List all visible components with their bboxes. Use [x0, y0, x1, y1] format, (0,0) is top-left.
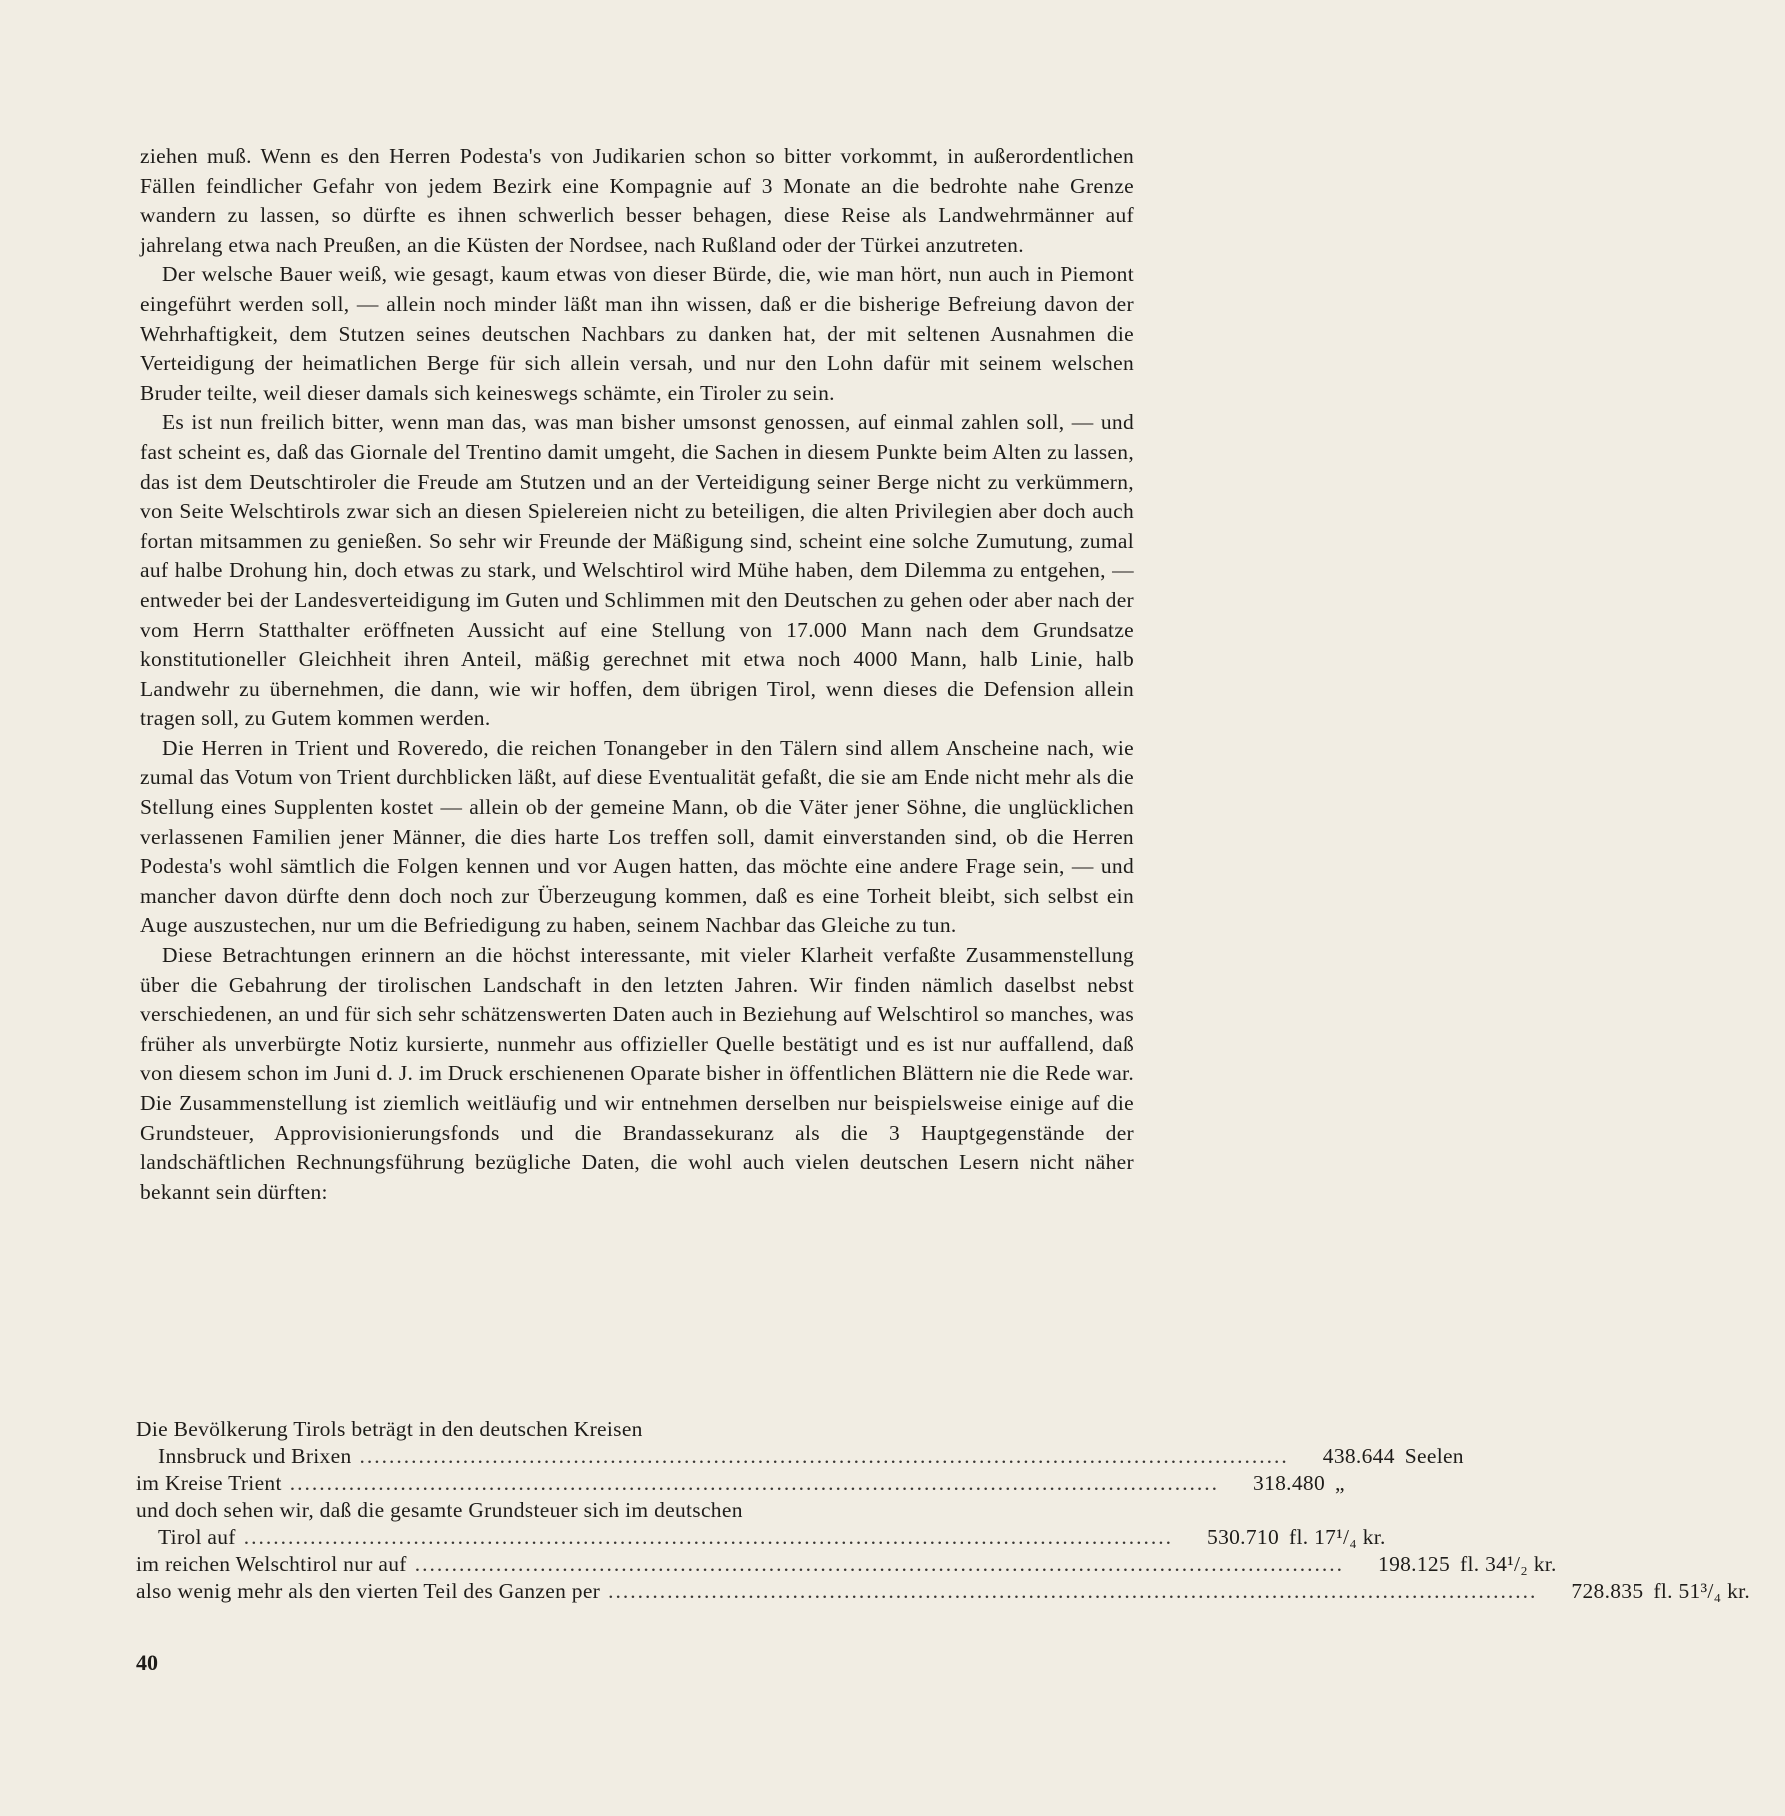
stats-value: 318.480 „ [1253, 1471, 1345, 1495]
tax-value: 198.125 fl. 34¹/₂ kr. [1378, 1552, 1557, 1576]
paragraph-5: Diese Betrachtungen erinnern an die höchst interessante, mit vieler Klarheit verfaßte Zusammenstellung über die Gebahrung der tirolischen Landschaft in den letzten Jahren. Wir finden nämlich daselbst nebst verschiedenen, an und für sich sehr schätzenswerten Daten auch in Beziehung auf Welschtirol so manches, was früher als unverbürgte Notiz kursierte, nunmehr aus offizieller Quelle bestätigt und es ist nur auffallend, daß von diesem schon im Juni d. J. im Druck erschienenen Oparate bisher in öffentlichen Blättern nie die Rede war. Die Zusammenstellung ist ziemlich weitläufig und wir entnehmen derselben nur beispielsweise einige auf die Grundsteuer, Approvisionierungsfonds und die Brandassekuranz als die 3 Hauptgegenstände der landschäftlichen Rechnungsführung bezügliche Daten, die wohl auch vielen deutschen Lesern nicht näher bekannt sein dürften: [140, 943, 1134, 1204]
paragraph-1: ziehen muß. Wenn es den Herren Podesta's von Judikarien schon so bitter vorkommt, in außerordentlichen Fällen feindlicher Gefahr von jedem Bezirk eine Kompagnie auf 3 Monate an die bedrohte nahe Grenze wandern zu lassen, so dürfte es ihnen schwerlich besser behagen, diese Reise als Landwehrmänner auf jahrelang etwa nach Preußen, an die Küsten der Nordsee, nach Rußland oder der Türkei anzutreten. [140, 144, 1134, 257]
stats-middle: und doch sehen wir, daß die gesamte Grundsteuer sich im deutschen [136, 1498, 743, 1522]
leader-dots: .............................................................................................................................. [359, 1444, 1289, 1468]
paragraph-4: Die Herren in Trient und Roveredo, die reichen Tonangeber in den Tälern sind allem Anscheine nach, wie zumal das Votum von Trient durchblicken läßt, auf diese Eventualität gefaßt, die sie am Ende nicht mehr als die Stellung eines Supplenten kostet — allein ob der gemeine Mann, ob die Väter jener Söhne, die unglücklichen verlassenen Familien jener Männer, die dies harte Los treffen soll, damit einverstanden sind, ob die Herren Podesta's wohl sämtlich die Folgen kennen und vor Augen hatten, das möchte eine andere Frage sein, — und mancher davon dürfte denn doch noch zur Überzeugung kommen, daß es eine Torheit bleibt, sich selbst ein Auge auszustechen, nur um die Befriedigung zu haben, seinem Nachbar das Gleiche zu tun. [140, 735, 1134, 938]
stats-row-innsbruck [136, 1443, 1464, 1470]
tax-label: Tirol auf [158, 1525, 236, 1549]
statistics-block [136, 1416, 1751, 1605]
leader-dots: .............................................................................................................................. [414, 1552, 1345, 1576]
stats-row-trient [136, 1470, 1345, 1497]
tax-row-welschtirol [136, 1551, 1557, 1578]
page-number: 40 [136, 1650, 158, 1675]
paragraph-3: Es ist nun freilich bitter, wenn man das, was man bisher umsonst genossen, auf einmal zahlen soll, — und fast scheint es, daß das Giornale del Trentino damit umgeht, die Sachen in diesem Punkte beim Alten zu lassen, das ist dem Deutschtiroler die Freude am Stutzen und an der Verteidigung seiner Berge nicht zu verkümmern, von Seite Welschtirols zwar sich an diesen Spielereien nicht zu beteiligen, die alten Privilegien aber doch auch fortan mitsammen zu genießen. So sehr wir Freunde der Mäßigung sind, scheint eine solche Zumutung, zumal auf halbe Drohung hin, doch etwas zu stark, und Welschtirol wird Mühe haben, dem Dilemma zu entgehen, — entweder bei der Landesverteidigung im Guten und Schlimmen mit den Deutschen zu gehen oder aber nach der vom Herrn Statthalter eröffneten Aussicht auf eine Stellung von 17.000 Mann nach dem Grundsatze konstitutioneller Gleichheit ihren Anteil, mäßig gerechnet mit etwa noch 4000 Mann, halb Linie, halb Landwehr zu übernehmen, die dann, wie wir hoffen, dem übrigen Tirol, wenn dieses die Defension allein tragen soll, zu Gutem kommen werden. [140, 410, 1134, 731]
stats-label: Innsbruck und Brixen [158, 1444, 352, 1468]
leader-dots: .............................................................................................................................. [243, 1525, 1174, 1549]
tax-row-tirol [136, 1524, 1386, 1551]
tax-row-total [136, 1578, 1751, 1605]
stats-label: im Kreise Trient [136, 1471, 282, 1495]
leader-dots: .............................................................................................................................. [289, 1471, 1219, 1495]
paragraph-2: Der welsche Bauer weiß, wie gesagt, kaum etwas von dieser Bürde, die, wie man hört, nun auch in Piemont eingeführt werden soll, — allein noch minder läßt man ihn wissen, daß er die bisherige Befreiung davon der Wehrhaftigkeit, dem Stutzen seines deutschen Nachbars zu danken hat, der mit seltenen Ausnahmen die Verteidigung der heimatlichen Berge für sich allein versah, und nur den Lohn dafür mit seinem welschen Bruder teilte, weil dieser damals sich keineswegs schämte, ein Tiroler zu sein. [140, 262, 1134, 405]
tax-value: 530.710 fl. 17¹/₄ kr. [1207, 1525, 1386, 1549]
stats-intro: Die Bevölkerung Tirols beträgt in den deutschen Kreisen [136, 1417, 643, 1441]
tax-label: im reichen Welschtirol nur auf [136, 1552, 407, 1576]
tax-label: also wenig mehr als den vierten Teil des Ganzen per [136, 1579, 601, 1603]
leader-dots: .............................................................................................................................. [608, 1579, 1538, 1603]
body-text [140, 142, 1134, 1207]
stats-value: 438.644 Seelen [1322, 1444, 1464, 1468]
tax-value: 728.835 fl. 51³/₄ kr. [1571, 1579, 1751, 1603]
